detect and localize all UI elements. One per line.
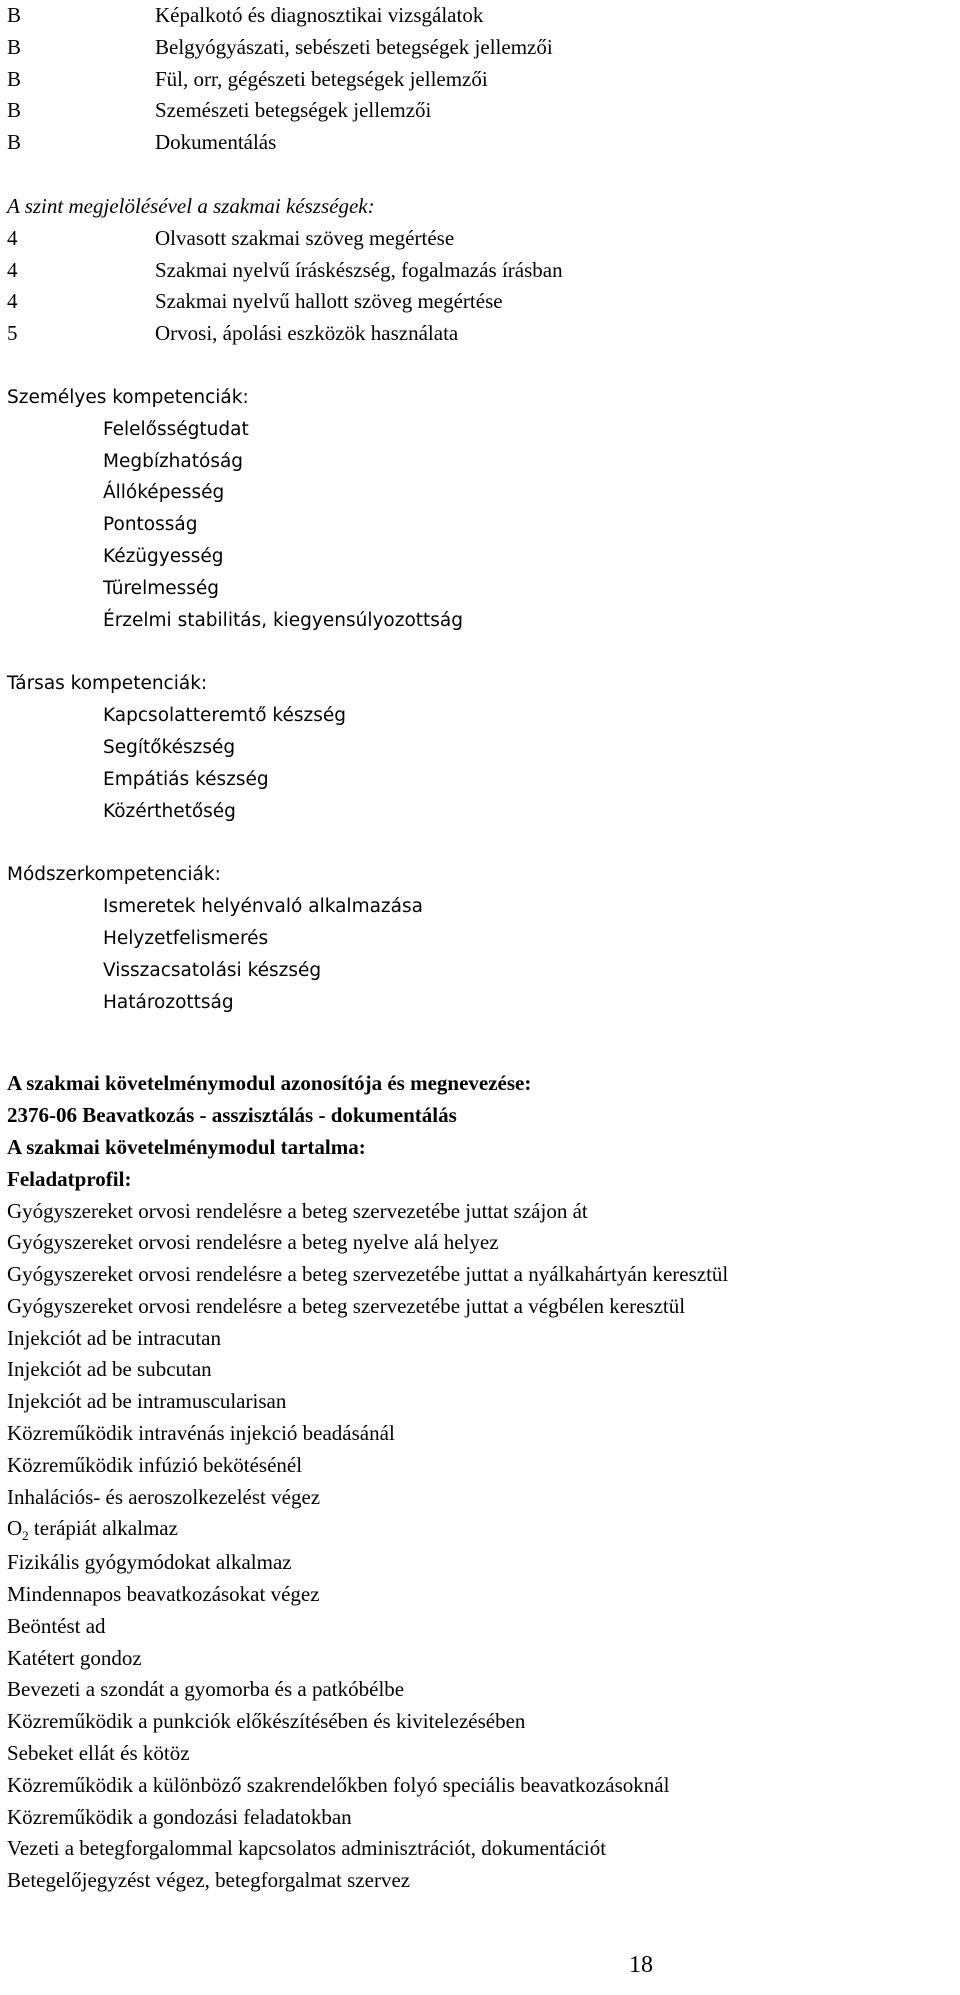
skill-text: Fül, orr, gégészeti betegségek jellemzői xyxy=(155,66,488,91)
social-competencies xyxy=(7,668,957,827)
task-item: Injekciót ad be subcutan xyxy=(7,1357,212,1382)
skill-text: Szemészeti betegségek jellemzői xyxy=(155,98,432,123)
task-item: Bevezeti a szondát a gyomorba és a patkóbélbe xyxy=(7,1677,405,1702)
task-item: Gyógyszereket orvosi rendelésre a beteg szervezetébe juttat szájon át xyxy=(7,1198,588,1223)
skill-row xyxy=(7,95,957,127)
competency-item: Közérthetőség xyxy=(103,800,236,822)
task-item: Közreműködik a punkciók előkészítésében és kivitelezésében xyxy=(7,1709,526,1734)
competency-item: Segítőkészség xyxy=(103,736,236,758)
skill-level-code: 4 xyxy=(7,225,18,250)
module-id-value: 2376-06 Beavatkozás - asszisztálás - dokumentálás xyxy=(7,1103,457,1128)
task-item: Betegelőjegyzést végez, betegforgalmat szervez xyxy=(7,1868,411,1893)
competency-item: Empátiás készség xyxy=(103,768,269,790)
skill-level-code: B xyxy=(7,34,22,59)
skills-top-list xyxy=(7,0,957,159)
task-item: Közreműködik a különböző szakrendelőkben folyó speciális beavatkozásoknál xyxy=(7,1772,670,1797)
task-item: Vezeti a betegforgalommal kapcsolatos adminisztrációt, dokumentációt xyxy=(7,1836,607,1861)
task-item: Gyógyszereket orvosi rendelésre a beteg nyelve alá helyez xyxy=(7,1230,499,1255)
competency-item: Helyzetfelismerés xyxy=(103,927,269,949)
skill-text: Szakmai nyelvű hallott szöveg megértése xyxy=(155,289,503,314)
social-competencies-heading: Társas kompetenciák: xyxy=(7,673,208,695)
task-item-o2-therapy xyxy=(7,1513,957,1547)
skills-level-list xyxy=(7,223,957,350)
module-id-heading: A szakmai követelménymodul azonosítója és megnevezése: xyxy=(7,1071,532,1096)
task-item: Gyógyszereket orvosi rendelésre a beteg szervezetébe juttat a nyálkahártyán keresztül xyxy=(7,1262,729,1287)
competency-item: Felelősségtudat xyxy=(103,418,249,440)
competency-item: Visszacsatolási készség xyxy=(103,959,322,981)
skill-level-code: 5 xyxy=(7,321,18,346)
task-item: Közreműködik infúzió bekötésénél xyxy=(7,1452,303,1477)
skill-text: Dokumentálás xyxy=(155,130,277,155)
competency-item: Kapcsolatteremtő készség xyxy=(103,705,346,727)
task-item: Mindennapos beavatkozásokat végez xyxy=(7,1582,320,1607)
competency-item: Érzelmi stabilitás, kiegyensúlyozottság xyxy=(103,609,464,631)
skill-row xyxy=(7,255,957,287)
personal-competencies xyxy=(7,382,957,636)
task-item: Injekciót ad be intramuscularisan xyxy=(7,1389,287,1414)
competency-item: Kézügyesség xyxy=(103,545,224,567)
task-item: Inhalációs- és aeroszolkezelést végez xyxy=(7,1484,321,1509)
module-section xyxy=(7,1068,957,1195)
competency-item: Határozottság xyxy=(103,991,234,1013)
skill-text: Belgyógyászati, sebészeti betegségek jellemzői xyxy=(155,34,553,59)
skill-row xyxy=(7,127,957,159)
competency-item: Türelmesség xyxy=(103,577,220,599)
skill-row xyxy=(7,286,957,318)
task-item: Beöntést ad xyxy=(7,1613,106,1638)
task-item: Katétert gondoz xyxy=(7,1645,142,1670)
skill-level-code: B xyxy=(7,98,22,123)
skill-row xyxy=(7,223,957,255)
competency-item: Pontosság xyxy=(103,514,198,536)
skill-level-heading: A szint megjelölésével a szakmai készségek: xyxy=(7,193,375,218)
method-competencies xyxy=(7,859,957,1018)
skill-text: Orvosi, ápolási eszközök használata xyxy=(155,321,459,346)
skill-level-code: B xyxy=(7,130,22,155)
skill-text: Képalkotó és diagnosztikai vizsgálatok xyxy=(155,3,484,27)
task-item: Sebeket ellát és kötöz xyxy=(7,1741,190,1766)
method-competencies-heading: Módszerkompetenciák: xyxy=(7,864,221,886)
skill-row xyxy=(7,318,957,350)
task-list xyxy=(7,1196,957,1898)
module-content-heading: A szakmai követelménymodul tartalma: xyxy=(7,1134,366,1159)
competency-item: Ismeretek helyénvaló alkalmazása xyxy=(103,896,423,918)
task-item: Közreműködik intravénás injekció beadásánál xyxy=(7,1421,395,1446)
task-item: Gyógyszereket orvosi rendelésre a beteg szervezetébe juttat a végbélen keresztül xyxy=(7,1293,686,1318)
skill-row xyxy=(7,32,957,64)
skill-text: Olvasott szakmai szöveg megértése xyxy=(155,225,455,250)
competency-item: Állóképesség xyxy=(103,482,225,504)
page-number: 18 xyxy=(629,1952,653,1978)
task-item: Fizikális gyógymódokat alkalmaz xyxy=(7,1550,292,1575)
skill-level-code: B xyxy=(7,3,22,27)
o2-subscript: 2 xyxy=(22,1528,29,1544)
o2-prefix: O xyxy=(7,1516,23,1541)
skill-level-code: 4 xyxy=(7,257,18,282)
skill-row xyxy=(7,0,957,32)
o2-suffix: terápiát alkalmaz xyxy=(28,1516,178,1541)
skill-row xyxy=(7,64,957,96)
competency-item: Megbízhatóság xyxy=(103,450,244,472)
skill-level-code: 4 xyxy=(7,289,18,314)
document-page xyxy=(7,0,957,1897)
skill-text: Szakmai nyelvű íráskészség, fogalmazás írásban xyxy=(155,257,563,282)
task-item: Injekciót ad be intracutan xyxy=(7,1325,221,1350)
personal-competencies-heading: Személyes kompetenciák: xyxy=(7,386,249,408)
skill-level-code: B xyxy=(7,66,22,91)
profile-heading: Feladatprofil: xyxy=(7,1166,132,1191)
task-item: Közreműködik a gondozási feladatokban xyxy=(7,1804,352,1829)
